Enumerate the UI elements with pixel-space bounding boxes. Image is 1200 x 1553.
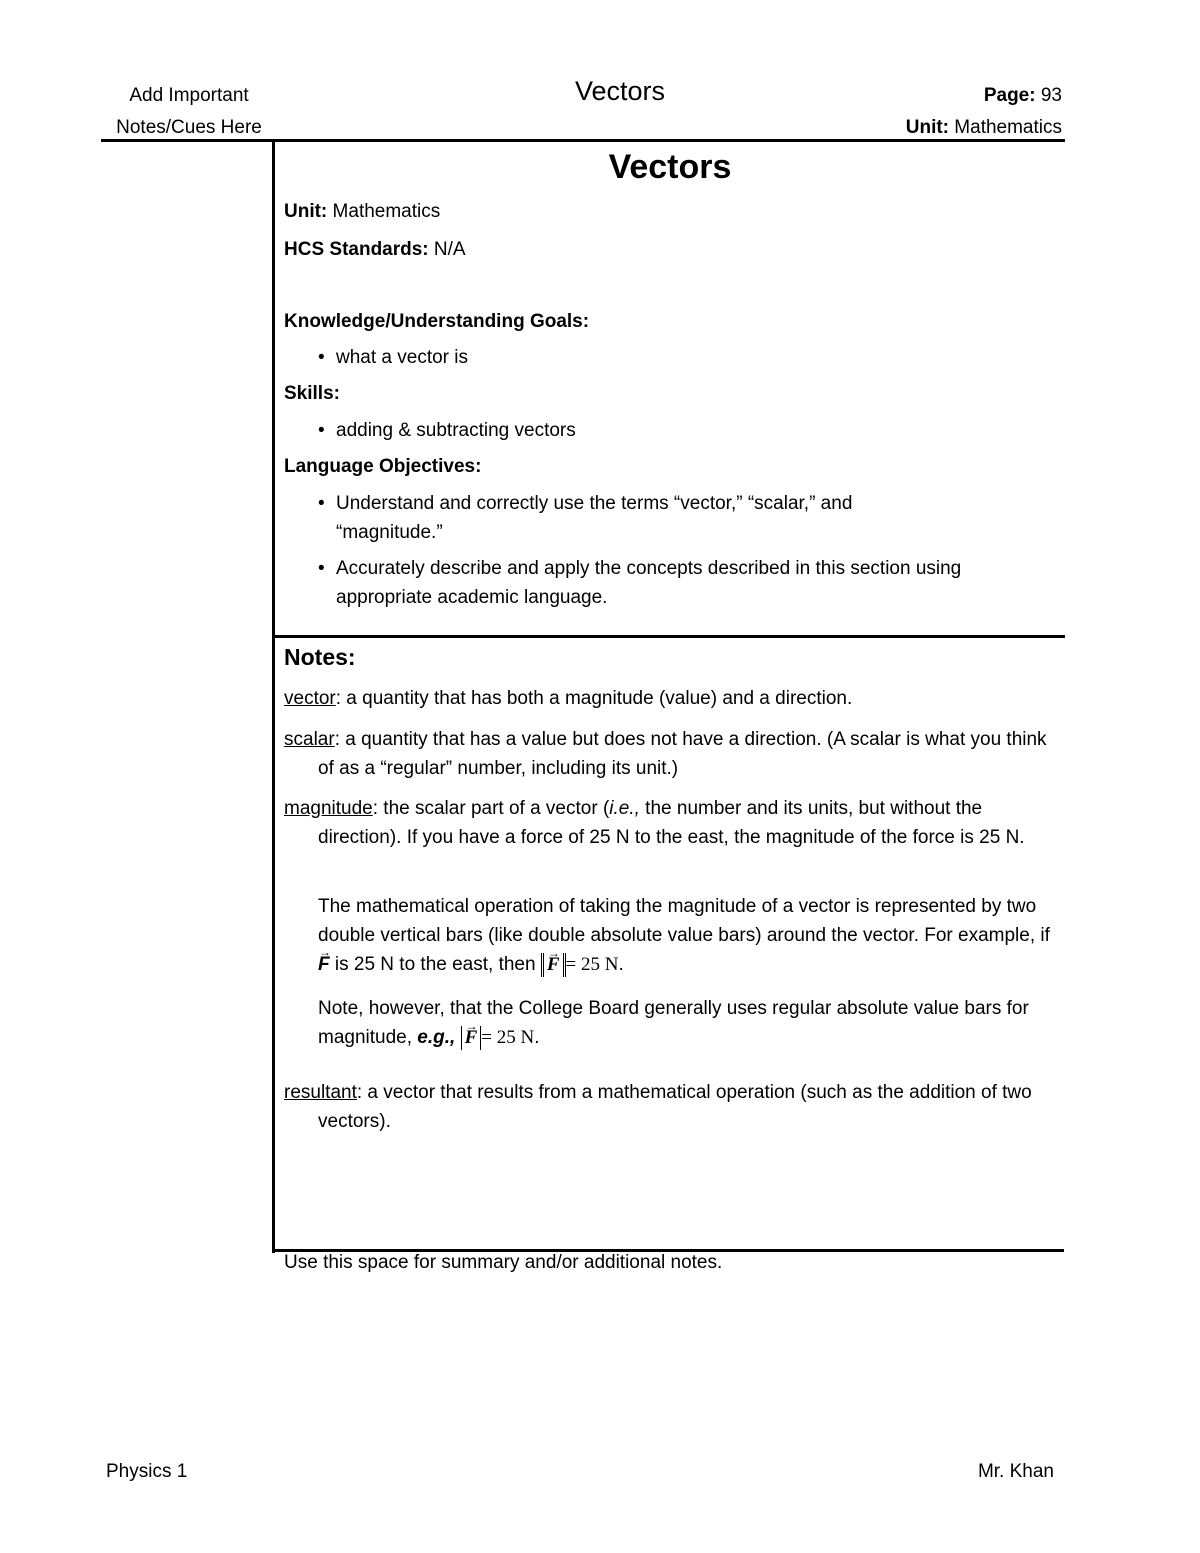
language-item: • Understand and correctly use the terms “vector,” “scalar,” and “magnitude.” (318, 489, 958, 547)
magnitude-definition: magnitude: the scalar part of a vector (i.e., the number and its units, but without the direction). If you have a force of 25 N to the east, the magnitude of the force is 25 N. (284, 798, 1025, 848)
bullet-icon: • (318, 420, 325, 441)
scalar-term: scalar (284, 729, 335, 750)
meta-unit-label: Unit: (284, 201, 328, 222)
standards-value: N/A (433, 239, 466, 260)
language-item: • Accurately describe and apply the concepts described in this section using appropriate academic language. (318, 554, 1058, 612)
footer-author: Mr. Khan (977, 1461, 1054, 1482)
header-title: Vectors (574, 76, 666, 106)
bullet-icon: • (318, 347, 325, 368)
footer-course: Physics 1 (106, 1461, 188, 1482)
cue-column-divider (272, 139, 275, 1253)
unit-value: Mathematics (954, 117, 1062, 138)
skills-heading: Skills: (284, 383, 340, 404)
college-board-paragraph: Note, however, that the College Board generally uses regular absolute value bars for magnitude, e.g., → F = 25 N. (318, 994, 1062, 1052)
goals-heading: Knowledge/Understanding Goals: (284, 311, 590, 332)
unit-label: Unit: (905, 117, 950, 138)
page-number (800, 80, 1062, 112)
magnitude-equation: → F = 25 N (541, 954, 619, 975)
cue-column-header (104, 80, 274, 144)
vector-symbol: → F (318, 950, 330, 979)
page-value: 93 (1040, 85, 1062, 106)
goal-item: • what a vector is (318, 343, 1058, 372)
bullet-icon: • (318, 558, 325, 579)
standards-line (284, 235, 466, 264)
unit-line (284, 197, 440, 226)
vector-term: vector (284, 688, 336, 709)
cue-header-line-1: Add Important (129, 85, 249, 106)
standards-label: HCS Standards: (284, 239, 429, 260)
resultant-term: resultant (284, 1082, 357, 1103)
summary-prompt: Use this space for summary and/or additional notes. (284, 1252, 723, 1273)
resultant-definition: resultant: a vector that results from a mathematical operation (such as the addition of two vectors). (284, 1082, 1032, 1132)
header-page-info (800, 80, 1062, 144)
cue-header-line-2: Notes/Cues Here (116, 117, 262, 138)
page-label: Page: (983, 85, 1036, 106)
bullet-icon: • (318, 493, 325, 514)
notes-heading: Notes: (284, 644, 356, 670)
meta-unit-value: Mathematics (332, 201, 441, 222)
page-title: Vectors (608, 148, 732, 186)
language-heading: Language Objectives: (284, 456, 482, 477)
notes-divider (272, 635, 1065, 638)
absolute-value-equation: → F = 25 N (461, 1027, 535, 1048)
magnitude-operation-paragraph: The mathematical operation of taking the magnitude of a vector is represented by two double vertical bars (like double absolute value bars) around the vector. For example, if → F is 25 N to the east, then → F = 25 N. (318, 892, 1062, 979)
skill-item: • adding & subtracting vectors (318, 416, 1058, 445)
vector-definition: vector: a quantity that has both a magnitude (value) and a direction. (284, 688, 853, 709)
magnitude-term: magnitude (284, 798, 373, 819)
scalar-definition: scalar: a quantity that has a value but does not have a direction. (A scalar is what you think of as a “regular” number, including its unit.) (284, 729, 1047, 779)
